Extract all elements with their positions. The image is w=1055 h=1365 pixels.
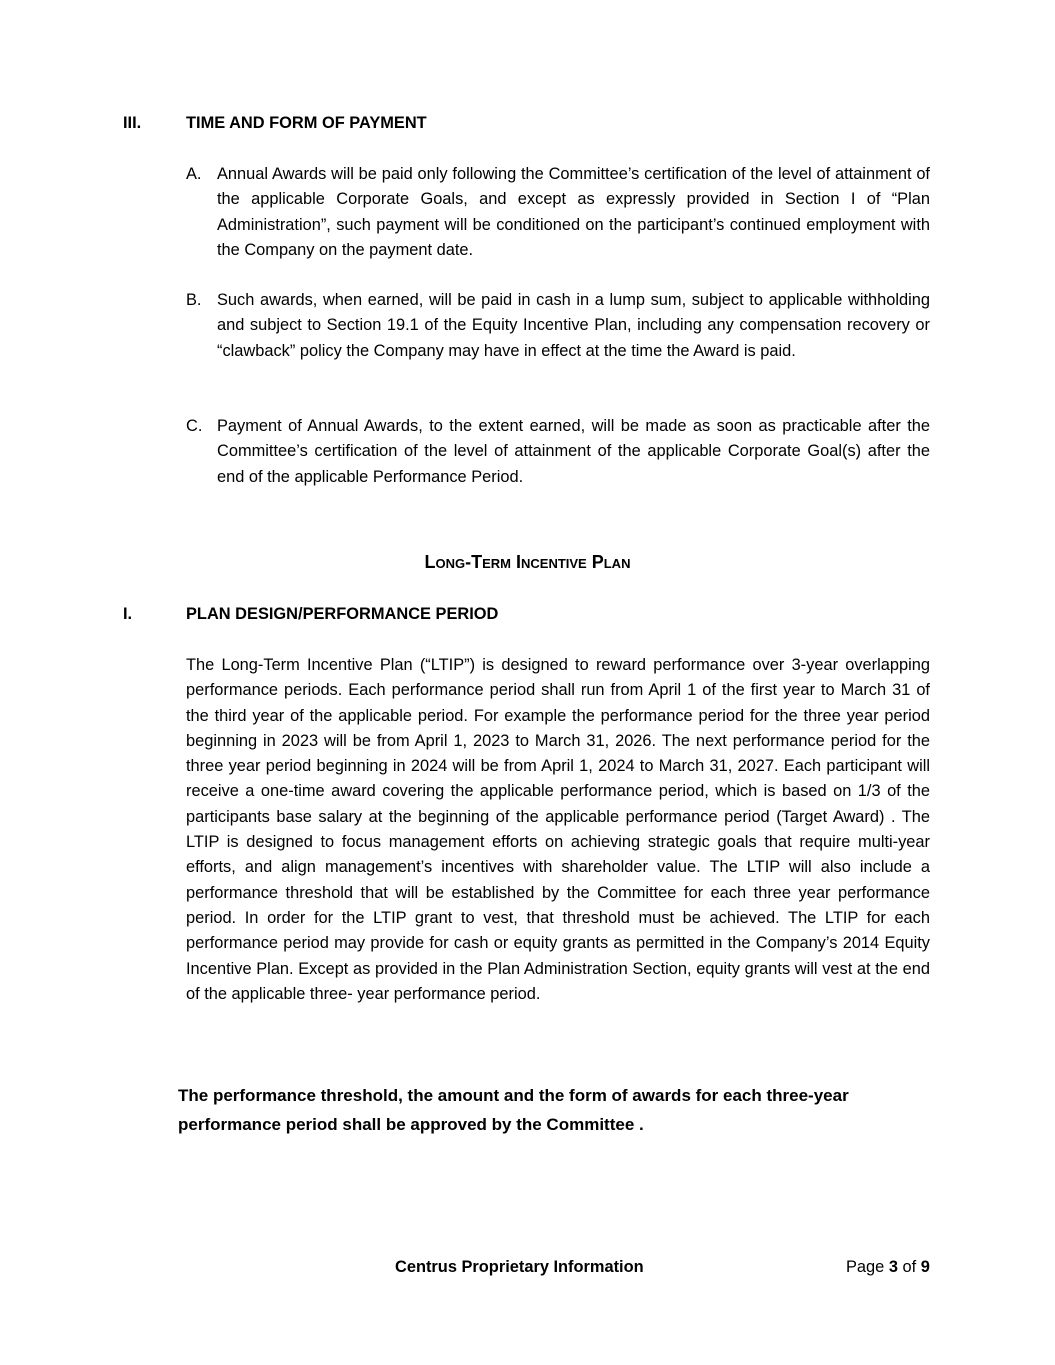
bold-note: The performance threshold, the amount and the form of awards for each three-year performance period shall be approved by the Committee . (178, 1086, 849, 1134)
section-title: TIME AND FORM OF PAYMENT (186, 114, 427, 132)
page-number (846, 1258, 930, 1277)
list-item (186, 162, 930, 263)
section-title: PLAN DESIGN/PERFORMANCE PERIOD (186, 605, 499, 623)
list-letter: C. (186, 417, 203, 435)
section-number: III. (123, 114, 142, 132)
footer-proprietary: Centrus Proprietary Information (395, 1258, 644, 1276)
list-letter: A. (186, 165, 202, 183)
list-letter: B. (186, 291, 202, 309)
ltip-body-paragraph: The Long-Term Incentive Plan (“LTIP”) is designed to reward performance over 3-year overlapping performance periods. Each performance period shall run from April 1 of the first year to March 31 of the third year of the applicable period. For example the performance period for the three year period beginning in 2023 will be from April 1, 2023 to March 31, 2026. The next performance period for the three year period beginning in 2024 will be from April 1, 2024 to March 31, 2027. Each participant will receive a one-time award covering the applicable performance period, which is based on 1/3 of the participants base salary at the beginning of the applicable performance period (Target Award) . The LTIP is designed to focus management efforts on achieving strategic goals that require multi-year efforts, and align management’s incentives with shareholder value. The LTIP will also include a performance threshold that will be established by the Committee for each three year performance period. In order for the LTIP grant to vest, that threshold must be achieved. The LTIP for each performance period may provide for cash or equity grants as permitted in the Company’s 2014 Equity Incentive Plan. Except as provided in the Plan Administration Section, equity grants will vest at the end of the applicable three- year performance period. (186, 656, 930, 1003)
list-item (186, 288, 930, 364)
page-word: Page (846, 1258, 885, 1276)
section-number: I. (123, 605, 133, 623)
total-pages: 9 (920, 1258, 930, 1276)
list-item (186, 414, 930, 490)
ltip-heading: Long-Term Incentive Plan (424, 552, 631, 572)
current-page: 3 (888, 1258, 898, 1276)
of-word: of (902, 1258, 917, 1276)
list-text: Such awards, when earned, will be paid in cash in a lump sum, subject to applicable withholding and subject to Section 19.1 of the Equity Incentive Plan, including any compensation recovery or “clawback” policy the Company may have in effect at the time the Award is paid. (217, 291, 930, 360)
list-text: Annual Awards will be paid only following the Committee’s certification of the level of attainment of the applicable Corporate Goals, and except as expressly provided in Section I of “Plan Administration”, such payment will be conditioned on the participant’s continued employment with the Company on the payment date. (217, 165, 930, 259)
list-text: Payment of Annual Awards, to the extent earned, will be made as soon as practicable after the Committee’s certification of the level of attainment of the applicable Corporate Goal(s) after the end of the applicable Performance Period. (217, 417, 930, 486)
